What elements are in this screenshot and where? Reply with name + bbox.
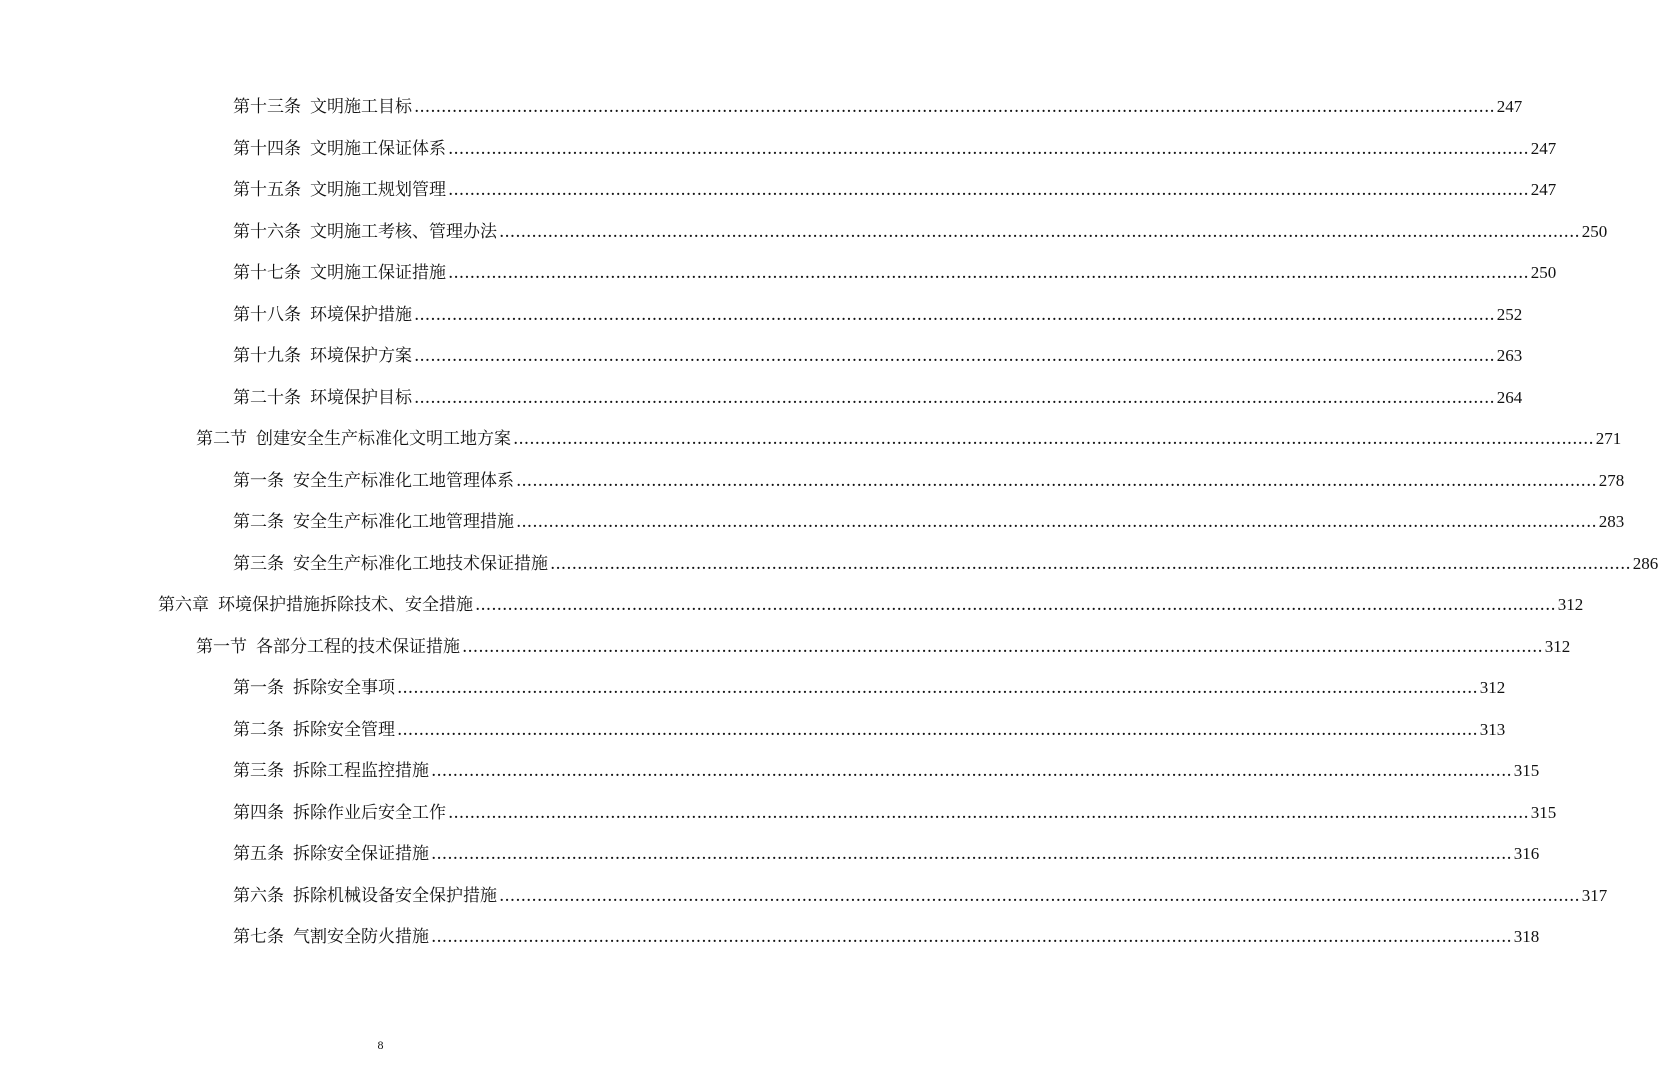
toc-entry-title: 拆除工程监控措施 — [293, 761, 429, 781]
toc-entry-page: 247 — [1530, 180, 1557, 199]
toc-entry-number: 第十八条 — [233, 304, 301, 325]
toc-entry-number: 第一节 — [196, 636, 247, 657]
toc-entry-number: 第十五条 — [233, 180, 301, 200]
toc-dot-leader: ........................................................................................................................................................................................................ — [414, 97, 1495, 117]
toc-entry-number: 第十三条 — [233, 97, 301, 117]
toc-dot-leader: ........................................................................................................................................................................................................ — [397, 719, 1478, 740]
toc-entry-page: 312 — [1544, 636, 1571, 656]
toc-dot-leader: ........................................................................................................................................................................................................ — [448, 180, 1529, 200]
toc-dot-leader: ........................................................................................................................................................................................................ — [516, 470, 1597, 491]
toc-entry[interactable] — [233, 130, 1557, 160]
toc-entry[interactable] — [233, 794, 1557, 824]
toc-entry-page: 312 — [1557, 595, 1584, 614]
toc-entry-number: 第一条 — [233, 678, 284, 698]
toc-dot-leader: ........................................................................................................................................................................................................ — [431, 844, 1512, 864]
toc-entry[interactable] — [233, 213, 1608, 243]
toc-entry-page: 263 — [1496, 346, 1523, 365]
toc-entry-title: 安全生产标准化工地技术保证措施 — [293, 553, 548, 574]
toc-entry-number: 第五条 — [233, 844, 284, 864]
toc-dot-leader: ........................................................................................................................................................................................................ — [513, 429, 1594, 449]
toc-dot-leader: ........................................................................................................................................................................................................ — [516, 512, 1597, 532]
toc-entry-title: 拆除作业后安全工作 — [293, 802, 446, 823]
toc-entry-page: 247 — [1496, 97, 1523, 116]
toc-entry-title: 文明施工规划管理 — [310, 180, 446, 200]
toc-entry-number: 第三条 — [233, 761, 284, 781]
toc-entry-page: 283 — [1598, 512, 1625, 531]
toc-entry[interactable] — [233, 296, 1523, 326]
toc-entry[interactable] — [233, 379, 1523, 409]
toc-entry-title: 环境保护目标 — [310, 387, 412, 408]
toc-entry-page: 315 — [1530, 802, 1557, 822]
toc-entry[interactable] — [233, 462, 1625, 492]
toc-entry-title: 安全生产标准化工地管理措施 — [293, 512, 514, 532]
toc-entry-page: 317 — [1581, 885, 1608, 905]
toc-entry-page: 271 — [1595, 429, 1622, 448]
toc-entry-title: 环境保护措施 — [310, 304, 412, 325]
toc-entry-number: 第一条 — [233, 470, 284, 491]
toc-entry-page: 264 — [1496, 387, 1523, 407]
toc-entry-number: 第二十条 — [233, 387, 301, 408]
toc-entry-number: 第二条 — [233, 719, 284, 740]
toc-entry-page: 278 — [1598, 470, 1625, 490]
toc-entry[interactable] — [233, 835, 1540, 865]
toc-dot-leader: ........................................................................................................................................................................................................ — [499, 221, 1580, 242]
toc-entry[interactable] — [233, 254, 1557, 284]
toc-entry[interactable] — [196, 420, 1622, 450]
toc-entry-number: 第七条 — [233, 927, 284, 947]
toc-entry[interactable] — [233, 545, 1658, 575]
toc-entry-title: 安全生产标准化工地管理体系 — [293, 470, 514, 491]
toc-entry-number: 第十九条 — [233, 346, 301, 366]
toc-entry-number: 第六条 — [233, 885, 284, 906]
toc-dot-leader: ........................................................................................................................................................................................................ — [414, 346, 1495, 366]
toc-entry-page: 286 — [1632, 553, 1658, 573]
toc-entry[interactable] — [158, 586, 1584, 616]
toc-entry-title: 拆除安全事项 — [293, 678, 395, 698]
toc-entry[interactable] — [233, 752, 1540, 782]
toc-entry[interactable] — [233, 918, 1540, 948]
toc-entry-title: 文明施工目标 — [310, 97, 412, 117]
toc-entry[interactable] — [233, 337, 1523, 367]
toc-entry-title: 环境保护方案 — [310, 346, 412, 366]
toc-dot-leader: ........................................................................................................................................................................................................ — [448, 263, 1529, 283]
toc-entry-title: 环境保护措施拆除技术、安全措施 — [218, 595, 473, 615]
toc-entry-number: 第十四条 — [233, 138, 301, 159]
page-number: 8 — [377, 1038, 384, 1052]
toc-entry-page: 318 — [1513, 927, 1540, 946]
toc-entry[interactable] — [233, 711, 1506, 741]
toc-dot-leader: ........................................................................................................................................................................................................ — [414, 387, 1495, 408]
toc-entry-page: 312 — [1479, 678, 1506, 697]
toc-entry-page: 252 — [1496, 304, 1523, 324]
toc-entry-number: 第十七条 — [233, 263, 301, 283]
toc-entry-title: 文明施工考核、管理办法 — [310, 221, 497, 242]
toc-entry-number: 第四条 — [233, 802, 284, 823]
toc-entry-title: 文明施工保证体系 — [310, 138, 446, 159]
toc-dot-leader: ........................................................................................................................................................................................................ — [431, 927, 1512, 947]
toc-dot-leader: ........................................................................................................................................................................................................ — [462, 636, 1543, 657]
toc-entry-title: 拆除机械设备安全保护措施 — [293, 885, 497, 906]
toc-dot-leader: ........................................................................................................................................................................................................ — [448, 138, 1529, 159]
toc-entry[interactable] — [233, 669, 1506, 699]
toc-dot-leader: ........................................................................................................................................................................................................ — [550, 553, 1631, 574]
toc-entry-title: 创建安全生产标准化文明工地方案 — [256, 429, 511, 449]
toc-dot-leader: ........................................................................................................................................................................................................ — [499, 885, 1580, 906]
toc-entry-title: 文明施工保证措施 — [310, 263, 446, 283]
toc-dot-leader: ........................................................................................................................................................................................................ — [414, 304, 1495, 325]
toc-entry-page: 316 — [1513, 844, 1540, 863]
toc-entry-title: 气割安全防火措施 — [293, 927, 429, 947]
toc-entry-page: 250 — [1530, 263, 1557, 282]
toc-dot-leader: ........................................................................................................................................................................................................ — [475, 595, 1556, 615]
toc-dot-leader: ........................................................................................................................................................................................................ — [431, 761, 1512, 781]
toc-entry[interactable] — [233, 88, 1523, 118]
toc-entry-page: 313 — [1479, 719, 1506, 739]
toc-dot-leader: ........................................................................................................................................................................................................ — [448, 802, 1529, 823]
toc-entry-title: 拆除安全管理 — [293, 719, 395, 740]
toc-entry[interactable] — [233, 171, 1557, 201]
toc-entry[interactable] — [196, 628, 1571, 658]
toc-entry-page: 247 — [1530, 138, 1557, 158]
toc-entry-page: 315 — [1513, 761, 1540, 780]
toc-entry-number: 第十六条 — [233, 221, 301, 242]
toc-entry-title: 拆除安全保证措施 — [293, 844, 429, 864]
toc-entry-page: 250 — [1581, 221, 1608, 241]
toc-entry[interactable] — [233, 503, 1625, 533]
toc-entry[interactable] — [233, 877, 1608, 907]
toc-entry-title: 各部分工程的技术保证措施 — [256, 636, 460, 657]
toc-entry-number: 第三条 — [233, 553, 284, 574]
toc-entry-number: 第二节 — [196, 429, 247, 449]
toc-entry-number: 第二条 — [233, 512, 284, 532]
toc-dot-leader: ........................................................................................................................................................................................................ — [397, 678, 1478, 698]
toc-entry-number: 第六章 — [158, 595, 209, 615]
